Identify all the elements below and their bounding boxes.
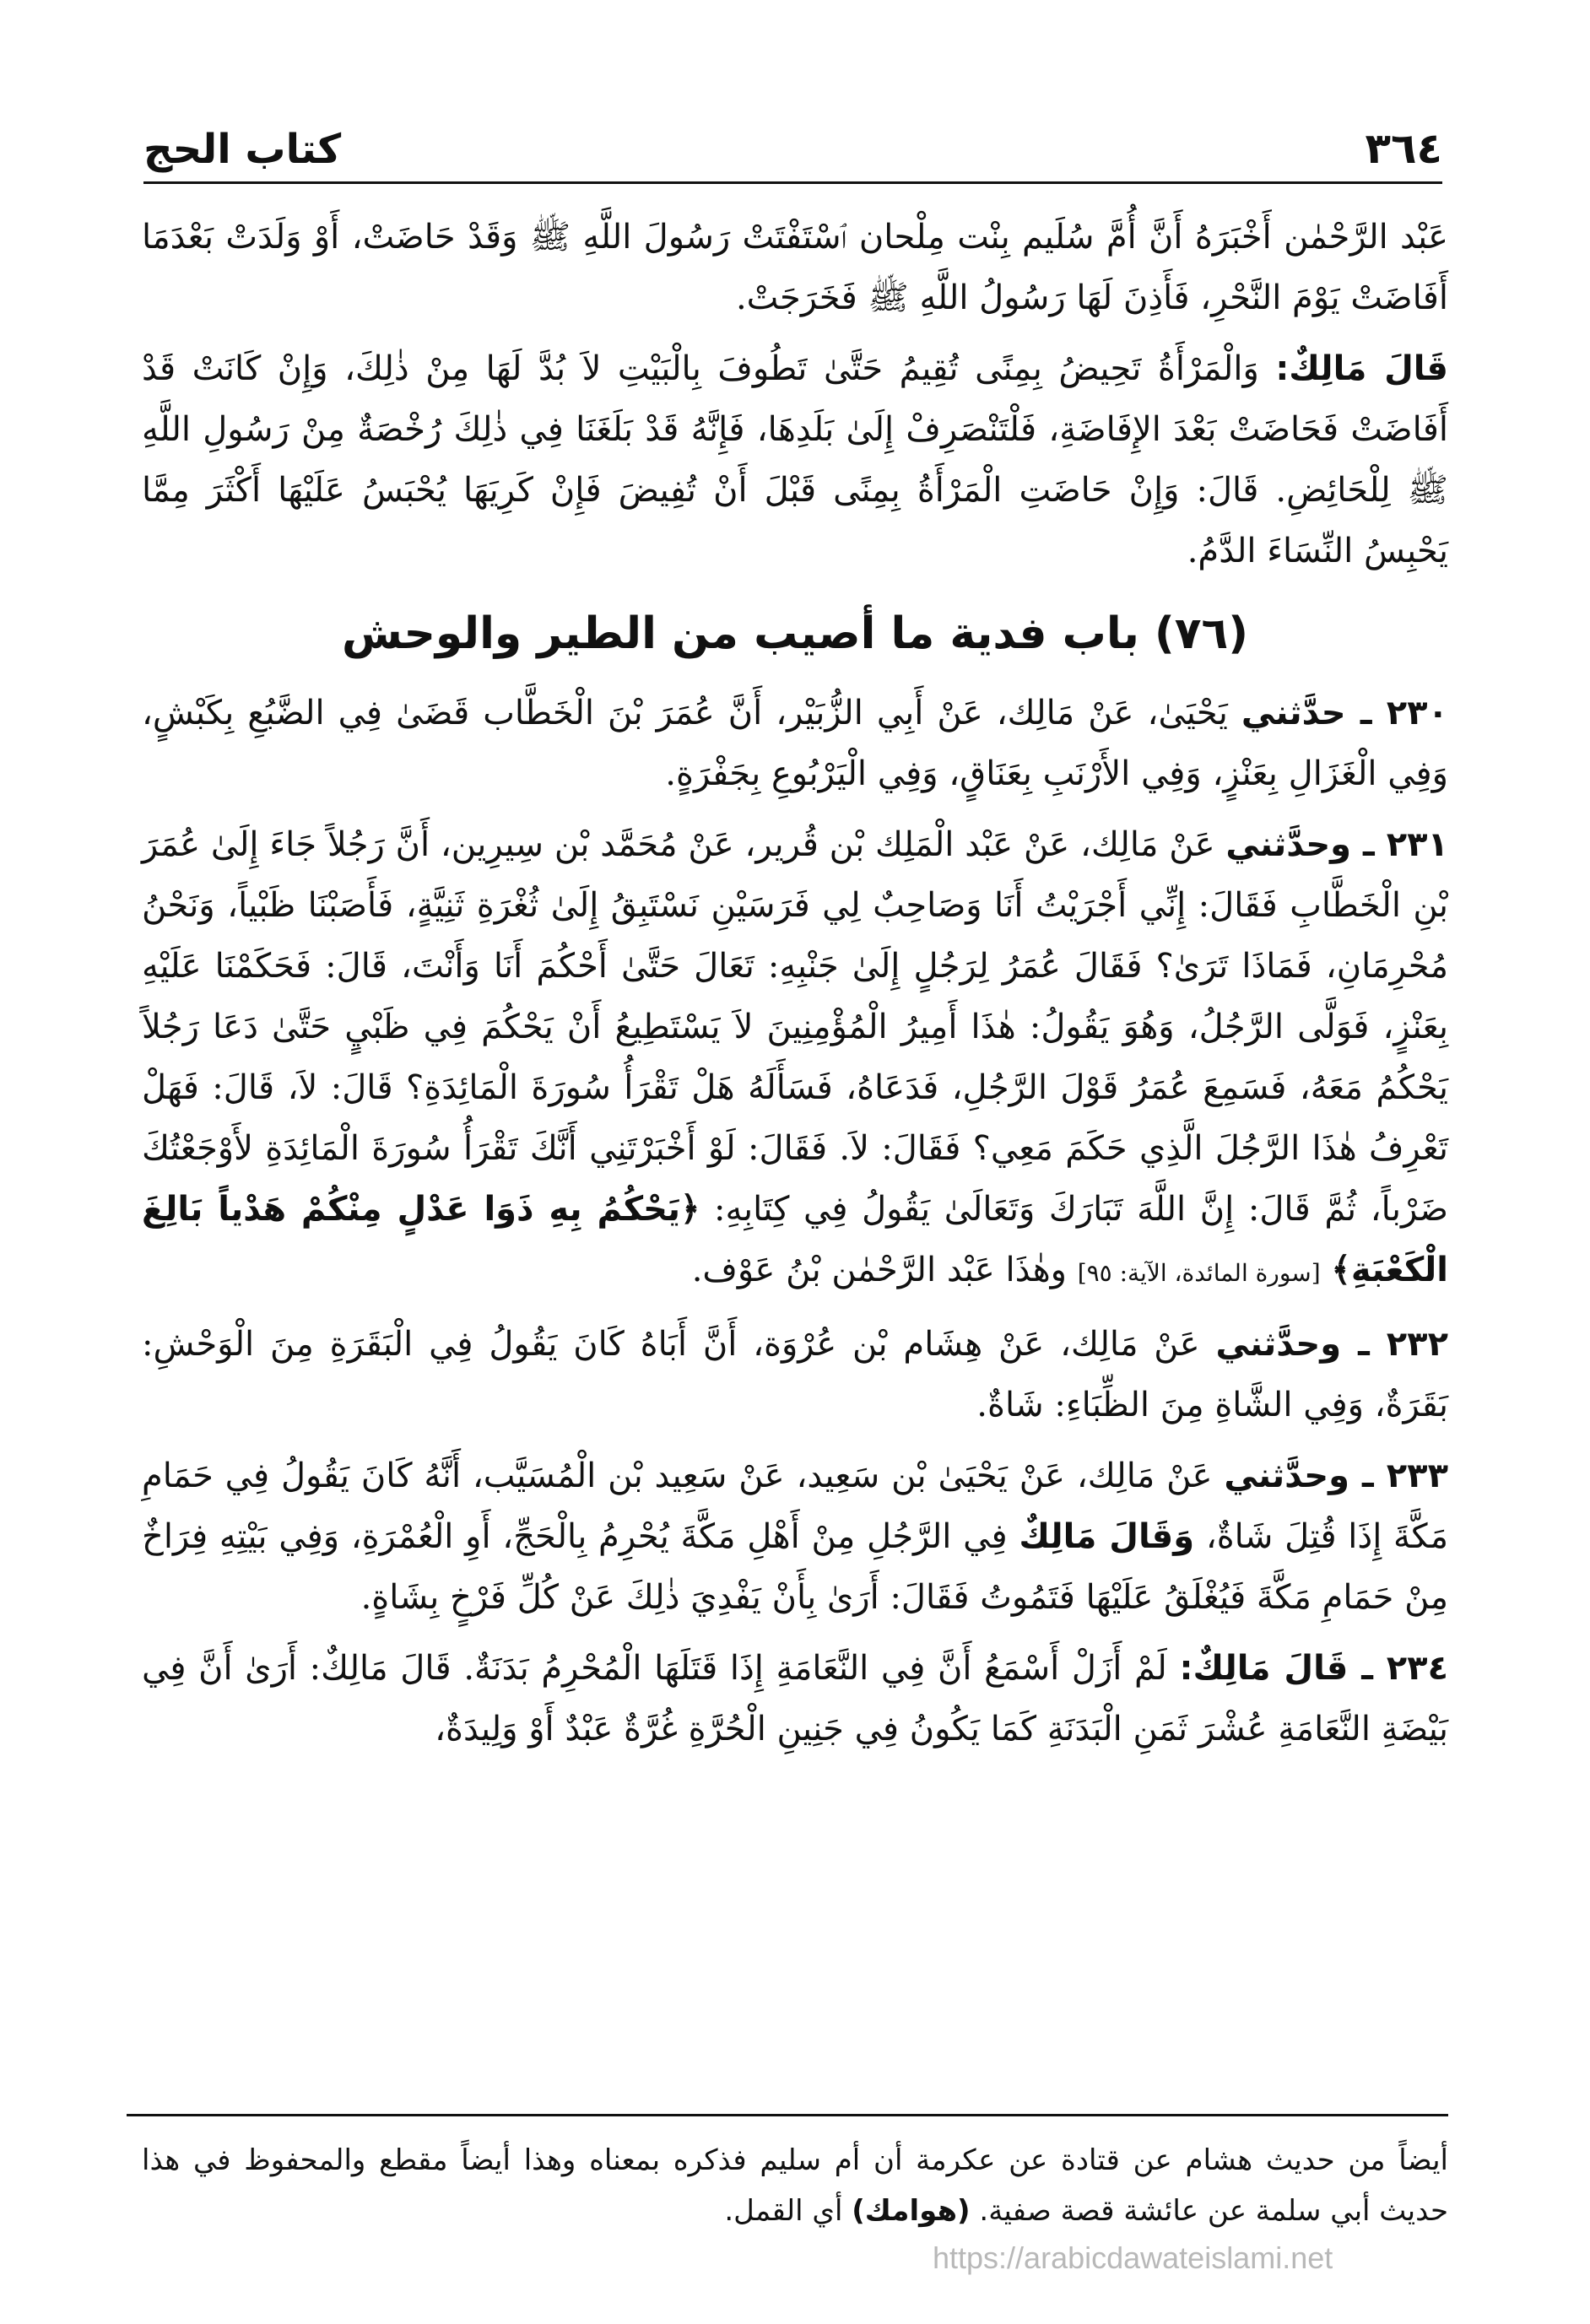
paragraph-lead: قَالَ مَالِكٌ: (1275, 349, 1449, 388)
hadith-text-cont: فِي الرَّجُلِ مِنْ أَهْلِ مَكَّةَ يُحْرِمُ بِالْحَجِّ، أَوِ الْعُمْرَةِ، وَفِي بَيْتِهِ فِرَاخٌ مِنْ حَمَامِ مَكَّةَ فَيُغْلَقُ عَلَيْهَا فَتَمُوتُ فَقَالَ: أَرَىٰ بِأَنْ يَفْدِيَ ذٰلِكَ عَنْ كُلِّ فَرْخٍ بِشَاةٍ. (142, 1517, 1448, 1617)
hadith-number: ٢٣٢ ـ وحدَّثني (1215, 1325, 1448, 1364)
footnote-divider (127, 2114, 1448, 2116)
hadith-text: عَنْ مَالِك، عَنْ هِشَام بْن عُرْوَة، أَنَّ أَبَاهُ كَانَ يَقُولُ فِي الْبَقَرَةِ مِنَ الْوَحْشِ: بَقَرَةٌ، وَفِي الشَّاةِ مِنَ الظِّبَاءِ: شَاةٌ. (142, 1325, 1448, 1424)
hadith-text-end: وهٰذَا عَبْد الرَّحْمٰن بْنُ عَوْف. (691, 1251, 1067, 1289)
hadith-232 (142, 1314, 1448, 1435)
hadith-text: عَنْ مَالِك، عَنْ يَحْيَىٰ بْن سَعِيد، عَنْ سَعِيد بْن الْمُسَيَّب، أَنَّهُ كَانَ يَقُولُ فِي حَمَامِ مَكَّةَ إِذَا قُتِلَ شَاةٌ، (142, 1457, 1449, 1556)
verse-reference: [سورة المائدة، الآية: ٩٥] (1077, 1259, 1321, 1287)
page-header (143, 105, 1442, 184)
page-number: ٣٦٤ (1365, 124, 1442, 173)
watermark-url: https://arabicdawateislami.net (933, 2240, 1333, 2275)
hadith-number: ٢٣٣ ـ وحدَّثني (1224, 1457, 1448, 1495)
hadith-230 (142, 683, 1448, 804)
main-text (142, 207, 1448, 1759)
hadith-number: ٢٣١ ـ وحدَّثني (1225, 825, 1448, 864)
paragraph-continuation (142, 207, 1448, 328)
hadith-text: لَمْ أَزَلْ أَسْمَعُ أَنَّ فِي النَّعَامَةِ إِذَا قَتَلَهَا الْمُحْرِمُ بَدَنَةٌ. قَالَ مَالِكٌ: أَرَىٰ أَنَّ فِي بَيْضَةِ النَّعَامَةِ عُشْرَ ثَمَنِ الْبَدَنَةِ كَمَا يَكُونُ فِي جَنِينِ الْحُرَّةِ غُرَّةٌ عَبْدٌ أَوْ وَلِيدَةٌ، (142, 1649, 1448, 1748)
footnote-text-end: أي القمل. (724, 2194, 843, 2228)
hadith-text: عَنْ مَالِك، عَنْ عَبْد الْمَلِك بْن قُرير، عَنْ مُحَمَّد بْن سِيرِين، أَنَّ رَجُلاً جَاءَ إِلَىٰ عُمَرَ بْنِ الْخَطَّابِ فَقَالَ: إِنِّي أَجْرَيْتُ أَنَا وَصَاحِبٌ لِي فَرَسَيْنِ نَسْتَبِقُ إِلَىٰ ثُغْرَةِ ثَنِيَّةٍ، فَأَصَبْنَا ظَبْياً، وَنَحْنُ مُحْرِمَانِ، فَمَاذَا تَرَىٰ؟ فَقَالَ عُمَرُ لِرَجُلٍ إِلَىٰ جَنْبِهِ: تَعَالَ حَتَّىٰ أَحْكُمَ أَنَا وَأَنْتَ، قَالَ: فَحَكَمْنَا عَلَيْهِ بِعَنْزٍ، فَوَلَّى الرَّجُلُ، وَهُوَ يَقُولُ: هٰذَا أَمِيرُ الْمُؤْمِنِينَ لاَ يَسْتَطِيعُ أَنْ يَحْكُمَ فِي ظَبْيٍ حَتَّىٰ دَعَا رَجُلاً يَحْكُمُ مَعَهُ، فَسَمِعَ عُمَرُ قَوْلَ الرَّجُلِ، فَدَعَاهُ، فَسَأَلَهُ هَلْ تَقْرَأُ سُورَةَ الْمَائِدَةِ؟ قَالَ: لاَ، قَالَ: فَهَلْ تَعْرِفُ هٰذَا الرَّجُلَ الَّذِي حَكَمَ مَعِي؟ فَقَالَ: لاَ. فَقَالَ: لَوْ أَخْبَرْتَنِي أَنَّكَ تَقْرَأُ سُورَةَ الْمَائِدَةِ لأَوْجَعْتُكَ ضَرْباً، ثُمَّ قَالَ: إِنَّ اللَّهَ تَبَارَكَ وَتَعَالَىٰ يَقُولُ فِي كِتَابِهِ: (142, 825, 1449, 1229)
quran-verse: ﴿يَحْكُمُ بِهِ ذَوَا عَدْلٍ مِنْكُمْ هَدْياً بَالِغَ الْكَعْبَةِ﴾ (142, 1190, 1448, 1289)
paragraph-text: وَالْمَرْأَةُ تَحِيضُ بِمِنًى تُقِيمُ حَتَّىٰ تَطُوفَ بِالْبَيْتِ لاَ بُدَّ لَهَا مِنْ ذٰلِكَ، وَإِنْ كَانَتْ قَدْ أَفَاضَتْ فَحَاضَتْ بَعْدَ الإِفَاضَةِ، فَلْتَنْصَرِفْ إِلَىٰ بَلَدِهَا، فَإِنَّهُ قَدْ بَلَغَنَا فِي ذٰلِكَ رُخْصَةٌ مِنْ رَسُولِ اللَّهِ ﷺ لِلْحَائِضِ. قَالَ: وَإِنْ حَاضَتِ الْمَرْأَةُ بِمِنًى قَبْلَ أَنْ تُفِيضَ فَإِنْ كَرِيَهَا يُحْبَسُ عَلَيْهَا أَكْثَرَ مِمَّا يَحْبِسُ النِّسَاءَ الدَّمُ. (142, 349, 1448, 570)
hadith-234 (142, 1638, 1448, 1759)
malik-lead: وَقَالَ مَالِكٌ (1019, 1517, 1195, 1556)
hadith-text: يَحْيَىٰ، عَنْ مَالِك، عَنْ أَبِي الزُّبَيْر، أَنَّ عُمَرَ بْنَ الْخَطَّاب قَضَىٰ فِي الضَّبُعِ بِكَبْشٍ، وَفِي الْغَزَالِ بِعَنْزٍ، وَفِي الأَرْنَبِ بِعَنَاقٍ، وَفِي الْيَرْبُوعِ بِجَفْرَةٍ. (142, 694, 1448, 793)
book-title: كتاب الحج (143, 126, 342, 173)
hadith-231 (142, 814, 1448, 1304)
footnote-text: أيضاً من حديث هشام عن قتادة عن عكرمة أن أم سليم فذكره بمعناه وهذا أيضاً مقطع والمحفوظ في هذا حديث أبي سلمة عن عائشة قصة صفية. (142, 2143, 1448, 2228)
paragraph-text: عَبْد الرَّحْمٰن أَخْبَرَهُ أَنَّ أُمَّ سُلَيم بِنْت مِلْحان ٱسْتَفْتَتْ رَسُولَ اللَّهِ ﷺ وَقَدْ حَاضَتْ، أَوْ وَلَدَتْ بَعْدَمَا أَفَاضَتْ يَوْمَ النَّحْرِ، فَأَذِنَ لَهَا رَسُولُ اللَّهِ ﷺ فَخَرَجَتْ. (142, 218, 1448, 317)
footnote (142, 2135, 1448, 2236)
footnote-term: (هوامك) (852, 2194, 971, 2228)
hadith-number: ٢٣٠ ـ حدَّثني (1241, 694, 1448, 732)
paragraph-malik (142, 338, 1448, 581)
hadith-number: ٢٣٤ ـ قَالَ مَالِكٌ: (1179, 1649, 1448, 1688)
hadith-233 (142, 1446, 1448, 1628)
section-heading: (٧٦) باب فدية ما أصيب من الطير والوحش (341, 608, 1249, 659)
